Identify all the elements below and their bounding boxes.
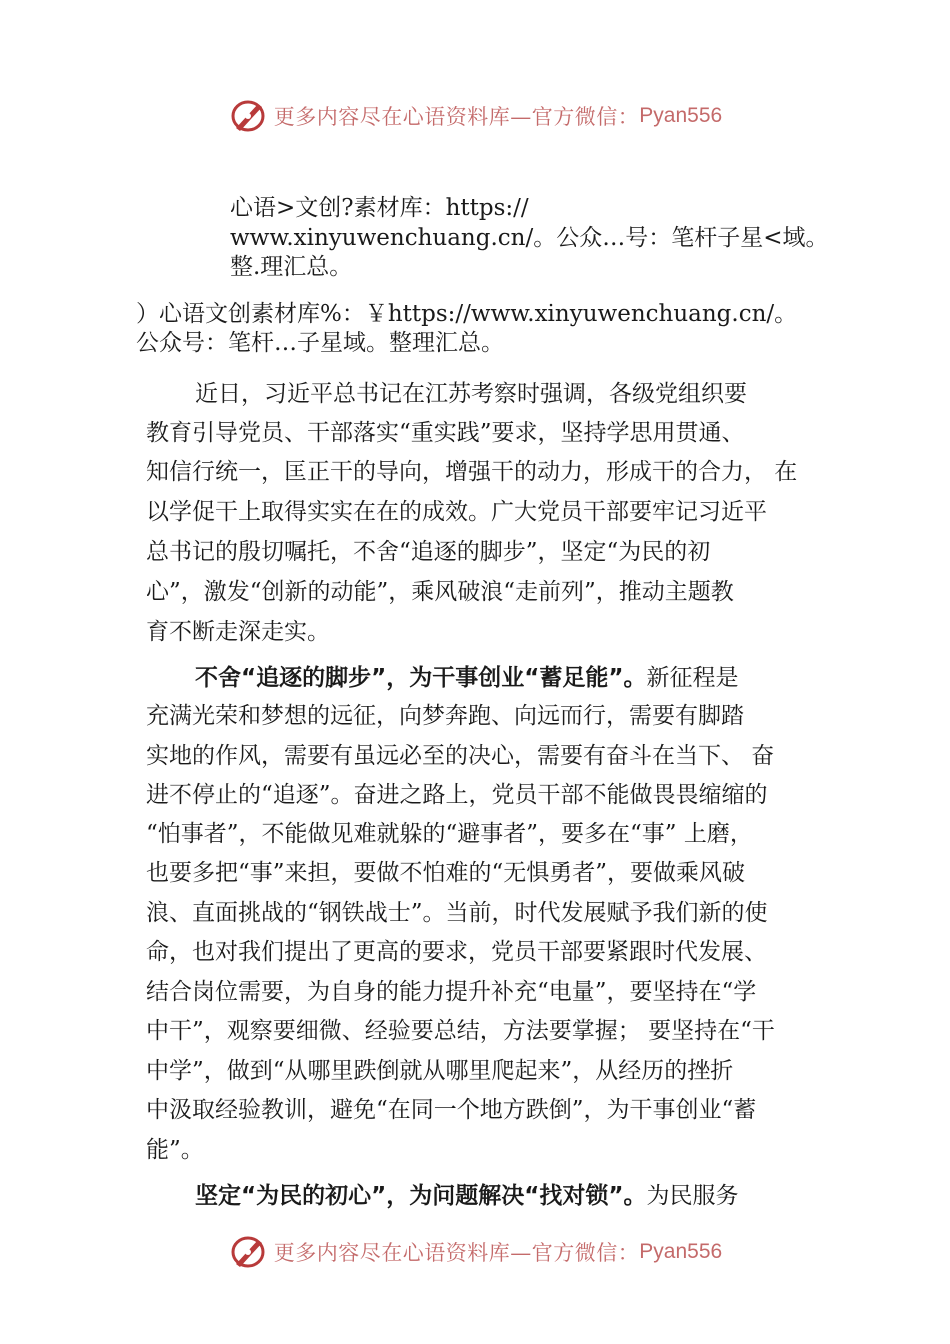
section-1-line: “怕事者”，不能做见难就躲的“避事者”，要多在“事” 上磨， xyxy=(146,821,753,847)
intro-paragraph-line: 以学促干上取得实实在在的成效。广大党员干部要牢记习近平 xyxy=(146,499,767,525)
section-2-heading: 坚定“为民的初心”，为问题解决“找对锁”。 xyxy=(195,1183,647,1209)
section-1-first-line-rest: 新征程是 xyxy=(646,665,739,691)
intro-paragraph-line: 心”，激发“创新的动能”，乘风破浪“走前列”，推动主题教 xyxy=(146,579,734,605)
section-1-line: 结合岗位需要，为自身的能力提升补充“电量”，要坚持在“学 xyxy=(146,979,757,1005)
section-1-line: 中学”，做到“从哪里跌倒就从哪里爬起来”，从经历的挫折 xyxy=(146,1058,734,1084)
intro-paragraph-line: 教育引导党员、干部落实“重实践”要求，坚持学思用贯通、 xyxy=(146,420,745,446)
section-1-line: 浪、直面挑战的“钢铁战士”。当前，时代发展赋予我们新的使 xyxy=(146,900,768,926)
section-1-line: 中干”，观察要细微、经验要总结，方法要掌握； 要坚持在“干 xyxy=(146,1018,775,1044)
section-1-line: 实地的作风，需要有虽远必至的决心，需要有奋斗在当下、 奋 xyxy=(146,743,775,769)
header-banner-id: Pyan556 xyxy=(639,104,723,127)
pen-logo-icon xyxy=(228,98,268,134)
header-banner xyxy=(0,96,950,136)
source-note-2-line: ）心语文创素材库%：￥https://www.xinyuwenchuang.cn/。 xyxy=(136,301,798,327)
intro-paragraph-line: 近日，习近平总书记在江苏考察时强调，各级党组织要 xyxy=(195,381,747,407)
footer-banner xyxy=(0,1232,950,1272)
footer-banner-id: Pyan556 xyxy=(639,1240,723,1263)
source-note-2-line: 公众号：笔杆…子星域。整理汇总。 xyxy=(136,330,504,356)
intro-paragraph-line: 知信行统一，匡正干的导向，增强干的动力，形成干的合力， 在 xyxy=(146,459,798,485)
section-1-line: 充满光荣和梦想的远征，向梦奔跑、向远而行，需要有脚踏 xyxy=(146,703,744,729)
footer-banner-text: 更多内容尽在心语资料库—官方微信： xyxy=(273,1241,640,1265)
section-1-first-line xyxy=(195,664,738,692)
section-1-heading: 不舍“追逐的脚步”，为干事创业“蓄足能”。 xyxy=(195,665,647,691)
source-note-1-line: 整.理汇总。 xyxy=(230,254,353,280)
intro-paragraph-line: 育不断走深走实。 xyxy=(146,619,330,645)
pen-logo-icon xyxy=(228,1234,268,1270)
section-1-line: 也要多把“事”来担，要做不怕难的“无惧勇者”，要做乘风破 xyxy=(146,860,746,886)
section-2-first-line-rest: 为民服务 xyxy=(646,1183,739,1209)
section-1-line: 中汲取经验教训，避免“在同一个地方跌倒”，为干事创业“蓄 xyxy=(146,1097,757,1123)
intro-paragraph-line: 总书记的殷切嘱托，不舍“追逐的脚步”，坚定“为民的初 xyxy=(146,539,711,565)
section-2-first-line xyxy=(195,1182,738,1210)
section-1-line: 进不停止的“追逐”。奋进之路上，党员干部不能做畏畏缩缩的 xyxy=(146,782,768,808)
source-note-1-line: www.xinyuwenchuang.cn/。公众…号：笔杆子星<域。 xyxy=(230,225,829,251)
source-note-1-line: 心语>文创?素材库：https:// xyxy=(230,195,529,221)
section-1-line: 命，也对我们提出了更高的要求，党员干部要紧跟时代发展、 xyxy=(146,939,767,965)
header-banner-text: 更多内容尽在心语资料库—官方微信： xyxy=(273,105,640,129)
section-1-line: 能”。 xyxy=(146,1137,204,1163)
